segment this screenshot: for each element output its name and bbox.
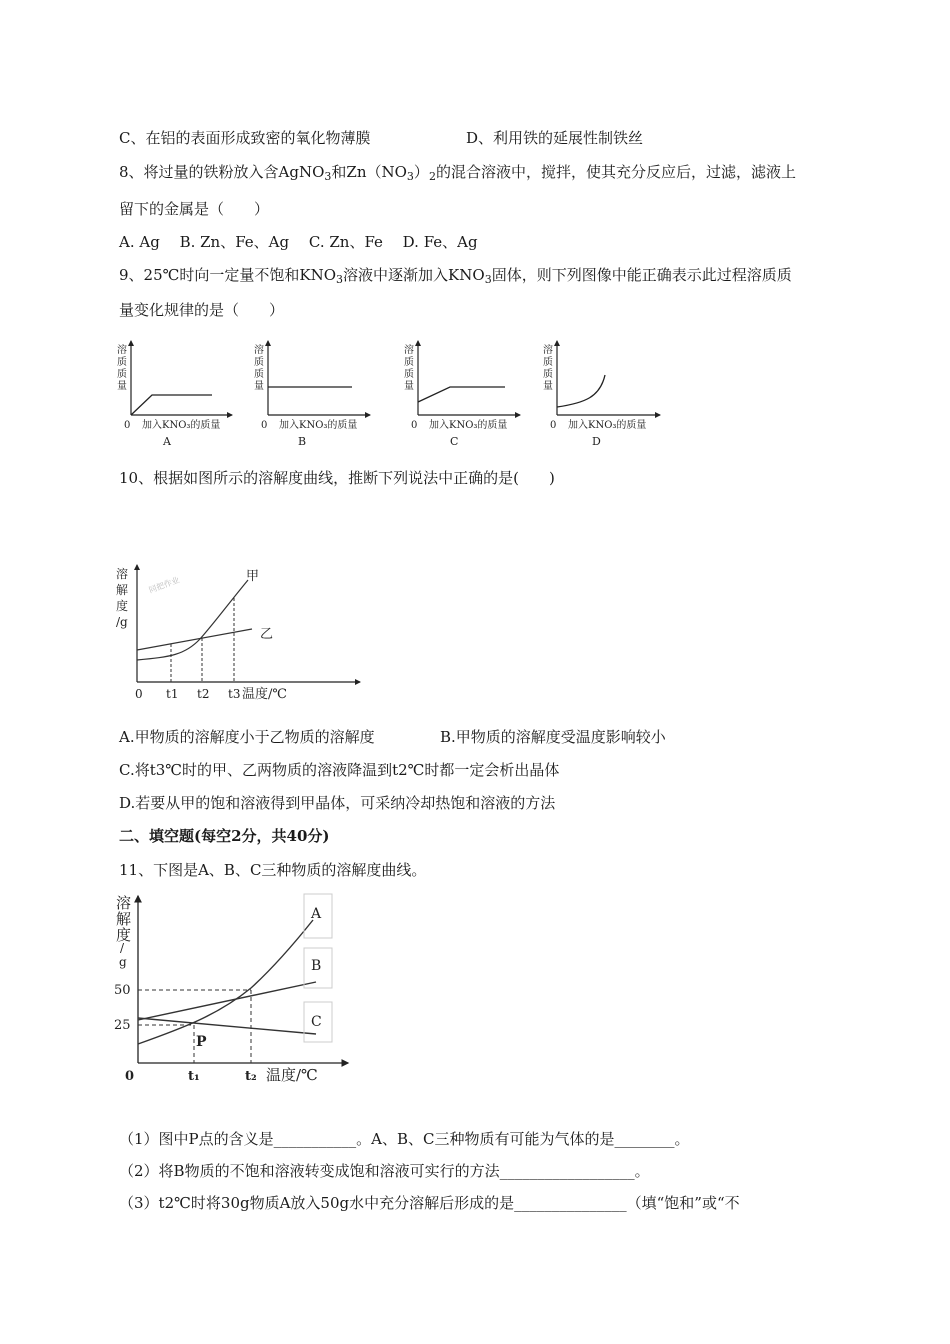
q9-c-ylabel-4: 量 xyxy=(404,381,414,392)
q9-d-curve xyxy=(557,375,605,407)
q10-tick-t2: t2 xyxy=(197,687,210,701)
q11-ylabel-5: g xyxy=(119,955,127,969)
q9-d-ylabel-4: 量 xyxy=(543,381,553,392)
q10-origin: 0 xyxy=(135,687,143,701)
q9-d-ylabel-3: 质 xyxy=(543,369,553,380)
q10-xlabel: 温度/℃ xyxy=(242,687,287,702)
q7-option-d: D、利用铁的延展性制铁丝 xyxy=(466,129,644,147)
q10-solubility-chart xyxy=(100,560,420,710)
q9-stem-line1: 9、25℃时向一定量不饱和$KNO_3$溶液中逐渐加入$KNO_3$固体，则下列图像中能正确表示此过程溶质质 xyxy=(119,266,792,286)
q10-tick-t3: t3 xyxy=(228,687,241,701)
q10-ylabel-3: 度 xyxy=(116,599,129,613)
q11-solubility-chart xyxy=(108,890,368,1090)
q9-d-ylabel-1: 溶 xyxy=(543,345,553,356)
q9-stem-line2: 量变化规律的是（ ） xyxy=(119,301,285,319)
q9-a-ylabel-1: 溶 xyxy=(117,345,127,356)
q9-a-ylabel-2: 质 xyxy=(117,357,127,368)
q9-c-ylabel-3: 质 xyxy=(404,369,414,380)
q9-d-origin: 0 xyxy=(550,420,557,431)
q10-label-jia: 甲 xyxy=(246,569,260,584)
q8-stem-line2: 留下的金属是（ ） xyxy=(119,200,270,218)
q11-label-a: A xyxy=(311,906,322,922)
q9-b-ylabel-2: 质 xyxy=(254,357,264,368)
q11-ylabel-3: 度 xyxy=(116,926,132,944)
q9-a-ylabel-3: 质 xyxy=(117,369,127,380)
q9-a-letter: A xyxy=(163,435,171,448)
q9-b-origin: 0 xyxy=(261,420,268,431)
q11-ylabel-4: / xyxy=(120,941,125,955)
q11-stem: 11、下图是A、B、C三种物质的溶解度曲线。 xyxy=(119,861,427,879)
q11-xlabel: 温度/℃ xyxy=(266,1066,318,1084)
q11-curve-b xyxy=(138,982,316,1020)
q11-tick-t2: t₂ xyxy=(245,1069,257,1084)
q10-option-b: B.甲物质的溶解度受温度影响较小 xyxy=(440,728,666,746)
q11-tick-t1: t₁ xyxy=(188,1069,200,1084)
q11-label-c: C xyxy=(311,1014,322,1030)
q11-point-p: P xyxy=(196,1034,207,1050)
q9-a-origin: 0 xyxy=(124,420,131,431)
q8-options: A. Ag B. Zn、Fe、Ag C. Zn、Fe D. Fe、Ag xyxy=(119,233,478,251)
q9-graph-b xyxy=(254,341,370,448)
q9-b-xlabel: 加入KNO₃的质量 xyxy=(279,420,358,431)
section-2-heading: 二、填空题(每空2分，共40分) xyxy=(119,827,330,845)
q11-ylabel-2: 解 xyxy=(116,910,132,928)
q11-ylabel-1: 溶 xyxy=(116,894,132,912)
q11-origin: 0 xyxy=(125,1069,135,1084)
q10-option-c: C.将t3℃时的甲、乙两物质的溶液降温到t2℃时都一定会析出晶体 xyxy=(119,761,560,779)
q10-watermark: 同把作业 xyxy=(147,575,181,595)
q9-d-letter: D xyxy=(592,435,601,448)
q10-ylabel-4: /g xyxy=(116,615,128,629)
q9-b-ylabel-4: 量 xyxy=(254,381,264,392)
q10-option-d: D.若要从甲的饱和溶液得到甲晶体，可采纳冷却热饱和溶液的方法 xyxy=(119,794,556,812)
q9-d-ylabel-2: 质 xyxy=(543,357,553,368)
q9-b-ylabel-1: 溶 xyxy=(254,345,264,356)
q11-sub-2: （2）将B物质的不饱和溶液转变成饱和溶液可实行的方法__________________。 xyxy=(119,1162,650,1180)
q11-y-50: 50 xyxy=(114,983,131,998)
q9-d-xlabel: 加入KNO₃的质量 xyxy=(568,420,647,431)
q10-tick-t1: t1 xyxy=(166,687,179,701)
q9-a-xlabel: 加入KNO₃的质量 xyxy=(142,420,221,431)
q9-c-xlabel: 加入KNO₃的质量 xyxy=(429,420,508,431)
q10-label-yi: 乙 xyxy=(260,627,274,642)
q9-a-ylabel-4: 量 xyxy=(117,381,127,392)
q9-c-curve xyxy=(418,387,505,402)
q9-c-ylabel-1: 溶 xyxy=(404,345,414,356)
q9-c-letter: C xyxy=(450,435,459,448)
q9-graphs xyxy=(0,335,950,455)
q9-b-letter: B xyxy=(298,435,307,448)
q9-a-curve xyxy=(131,395,212,415)
q11-label-b: B xyxy=(311,958,322,974)
q9-graph-d xyxy=(543,341,660,448)
q10-ylabel-2: 解 xyxy=(116,583,129,597)
q11-sub-3: （3）t2℃时将30g物质A放入50g水中充分溶解后形成的是_______________（填“饱和”或“不 xyxy=(119,1194,740,1212)
q10-stem: 10、根据如图所示的溶解度曲线，推断下列说法中正确的是( ) xyxy=(119,469,555,487)
q7-option-c: C、在铝的表面形成致密的氧化物薄膜 xyxy=(119,129,371,147)
q10-ylabel-1: 溶 xyxy=(116,567,129,581)
q8-stem-line1: 8、将过量的铁粉放入含AgNO$_3$和$Zn(NO_3)_2$的混合溶液中，搅拌，使其充分反应后，过滤，滤液上 xyxy=(119,163,796,183)
q10-curve-yi xyxy=(137,629,252,650)
q9-c-origin: 0 xyxy=(411,420,418,431)
q11-curve-c xyxy=(138,1018,316,1034)
q9-b-ylabel-3: 质 xyxy=(254,369,264,380)
q9-graph-c xyxy=(404,341,520,448)
q9-c-ylabel-2: 质 xyxy=(404,357,414,368)
q11-sub-1: （1）图中P点的含义是___________。A、B、C三种物质有可能为气体的是________。 xyxy=(119,1130,690,1148)
q10-option-a: A.甲物质的溶解度小于乙物质的溶解度 xyxy=(119,728,375,746)
q11-y-25: 25 xyxy=(114,1018,131,1033)
q9-graph-a xyxy=(117,341,232,448)
